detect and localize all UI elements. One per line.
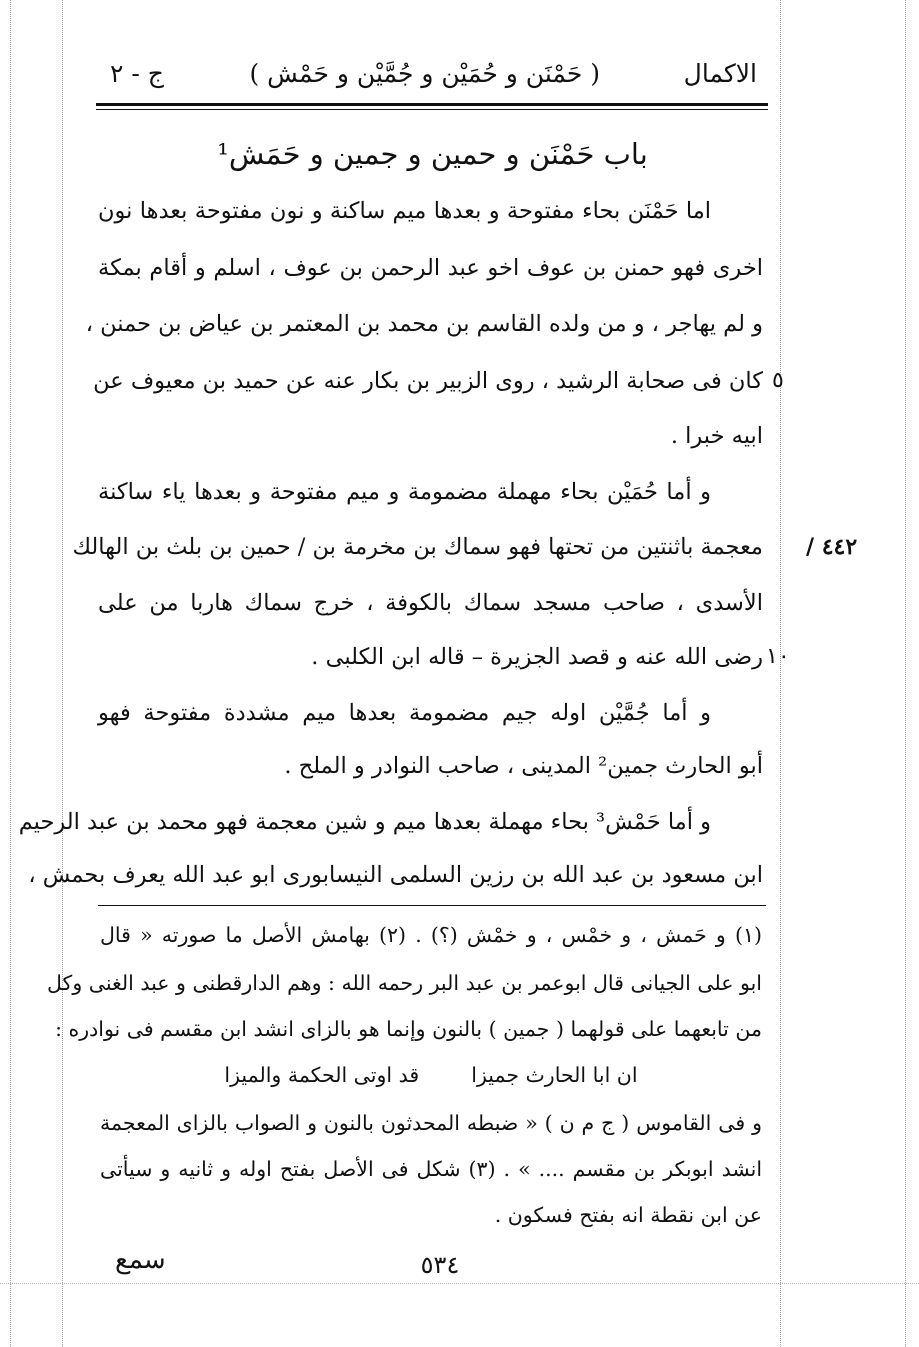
body-line: ابيه خبرا . [670, 423, 763, 449]
body-line: معجمة باثنتين من تحتها فهو سماك بن مخرمة بن / حمين بن بلث بن الهالك [72, 534, 763, 560]
signature-mark: سمع [115, 1245, 166, 1275]
book-name: الاكمال [683, 59, 757, 88]
footnote-line: عن ابن نقطة انه بفتح فسكون . [494, 1203, 762, 1227]
body-line: الأسدى ، صاحب مسجد سماك بالكوفة ، خرج سماك هاربا من على [98, 590, 763, 616]
margin-page-reference: ٤٤٢ / [806, 534, 858, 560]
page-number: ٥٣٤ [420, 1251, 460, 1279]
body-line: رضى الله عنه و قصد الجزيرة – قاله ابن الكلبى . [311, 644, 763, 670]
scan-guide-line [62, 0, 63, 1347]
body-line: اما حَمْنَن بحاء مفتوحة و بعدها ميم ساكنة و نون مفتوحة بعدها نون [98, 198, 711, 224]
header-rule [96, 103, 768, 106]
body-line: و لم يهاجر ، و من ولده القاسم بن محمد بن المعتمر بن عياض بن حمنن ، [85, 311, 763, 337]
body-line: ابن مسعود بن عبد الله بن رزين السلمى النيسابورى ابو عبد الله يعرف بحمش ، [28, 862, 763, 888]
line-number-5: ٥ [772, 368, 784, 393]
header-rule-thin [96, 109, 768, 110]
body-line: و أما حُمَيْن بحاء مهملة مضمومة و ميم مفتوحة و بعدها ياء ساكنة [98, 479, 711, 505]
body-line: أبو الحارث جمين² المدينى ، صاحب النوادر و الملح . [284, 753, 763, 779]
footnote-line: من تابعهما على قولهما ( جمين ) بالنون وإنما هو بالزاى انشد ابن مقسم فى نوادره : [55, 1017, 762, 1041]
footnote-poem-line: ان ابا الحارث جميزا قد اوتى الحكمة والميزا [224, 1063, 638, 1087]
chapter-title: باب حَمْنَن و حمين و جمين و حَمَش¹ [217, 137, 648, 171]
line-number-10: ١٠ [766, 644, 790, 669]
footnote-line: (١) و حَمش ، و خمْس ، و خمْش (؟) . (٢) بهامش الأصل ما صورته « قال [100, 923, 762, 947]
footnote-line: ابو على الجيانى قال ابوعمر بن عبد البر رحمه الله : وهم الدارقطنى و عبد الغنى وكل [47, 971, 762, 995]
scan-guide-line [10, 0, 11, 1347]
body-line: و أما جُمَّيْن اوله جيم مضمومة بعدها ميم مشددة مفتوحة فهو [98, 700, 711, 726]
body-line: و أما حَمْش³ بحاء مهملة بعدها ميم و شين معجمة فهو محمد بن عبد الرحيم [18, 809, 711, 835]
body-line: كان فى صحابة الرشيد ، روى الزبير بن بكار عنه عن حميد بن معيوف عن [93, 368, 763, 394]
footnote-rule [98, 905, 766, 906]
body-line: اخرى فهو حمنن بن عوف اخو عبد الرحمن بن عوف ، اسلم و أقام بمكة [98, 255, 763, 281]
volume-number: ج - ٢ [110, 59, 164, 88]
scan-guide-line [905, 0, 906, 1347]
running-header [100, 52, 765, 96]
footnote-line: انشد ابوبكر بن مقسم .... » . (٣) شكل فى الأصل بفتح اوله و ثانيه و سيأتى [100, 1157, 763, 1181]
header-title: ( حَمْنَن و حُمَيْن و جُمَّيْن و حَمْش ) [249, 59, 600, 88]
footnote-line: و فى القاموس ( ج م ن ) « ضبطه المحدثون بالنون و الصواب بالزاى المعجمة [100, 1111, 762, 1135]
